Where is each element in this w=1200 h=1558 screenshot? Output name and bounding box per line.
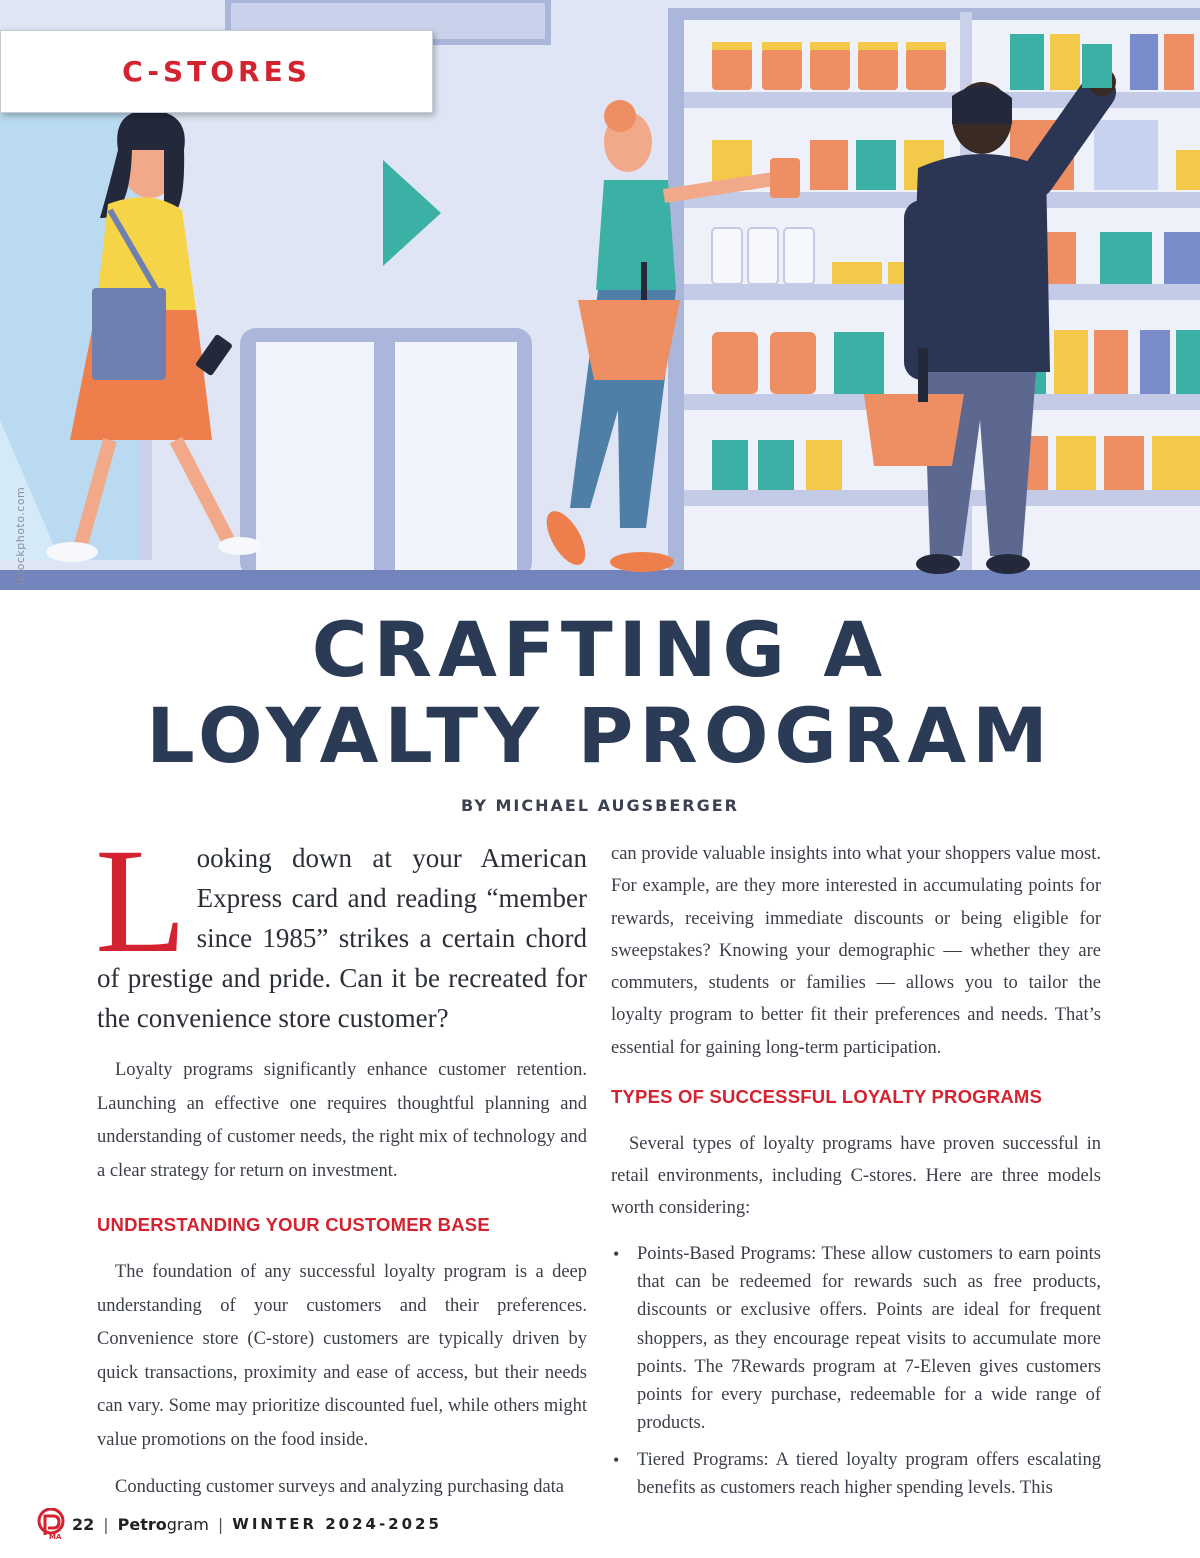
list-item: • Points-Based Programs: These allow customers to earn points that can be redeemed for rewards such as free products, discounts or exclusive offers. Points are ideal for frequent shoppers, as they encourage repeat visits to accumulate more points. The 7Rewards program at 7-Eleven gives customers points for every purchase, redeemable for a wide range of products.: [611, 1240, 1101, 1437]
program-list: [611, 1240, 1101, 1502]
list-item: • Tiered Programs: A tiered loyalty program offers escalating benefits as customers reach higher spending levels. This: [611, 1446, 1101, 1502]
program-types-paragraph: Several types of loyalty programs have proven successful in retail environments, including C-stores. Here are three models worth considering:: [611, 1134, 1101, 1219]
byline: BY MICHAEL AUGSBERGER: [461, 796, 739, 815]
surveys-paragraph: Conducting customer surveys and analyzing purchasing data: [115, 1477, 565, 1497]
footer-separator: |: [217, 1514, 224, 1534]
customer-base-paragraph: The foundation of any successful loyalty program is a deep understanding of your customers and their preferences. Convenience store (C-store) customers are typically driven by quick transactions, proximity and ease of access, but their needs can vary. Some may prioritize discounted fuel, while others might value promotions on the food inside.: [97, 1262, 587, 1450]
image-credit: istockphoto.com: [14, 486, 27, 585]
footer-separator: |: [103, 1514, 109, 1534]
headline-line-2: LOYALTY PROGRAM: [146, 691, 1054, 780]
issue-date: WINTER 2024-2025: [232, 1515, 442, 1533]
right-column: [611, 838, 1101, 1502]
insights-paragraph: can provide valuable insights into what your shoppers value most. For example, are they more interested in accumulating points for rewards, receiving immediate discounts or being eligible for sweepstakes? Knowing your demographic — whether they are commuters, students or families — allows you to tailor the loyalty program to better fit their preferences and needs. That’s essential for gaining long-term participation.: [611, 844, 1101, 1058]
article-headline: [0, 605, 1200, 780]
page-footer: [36, 1508, 442, 1540]
subhead-program-types: TYPES OF SUCCESSFUL LOYALTY PROGRAMS: [611, 1086, 1043, 1108]
section-tag: C-STORES: [0, 30, 433, 113]
left-column: [95, 818, 587, 1505]
headline-line-1: CRAFTING A: [311, 605, 889, 694]
page-number: 22: [72, 1514, 95, 1534]
intro-paragraph: Loyalty programs significantly enhance customer retention. Launching an effective one requires thoughtful planning and understanding of customer needs, the right mix of technology and a clear strategy for return on investment.: [97, 1060, 587, 1181]
publication-name: Petrogram: [117, 1514, 209, 1534]
lede-paragraph: [95, 818, 587, 1038]
petrogram-logo-icon: [36, 1508, 66, 1540]
subhead-customer-base: UNDERSTANDING YOUR CUSTOMER BASE: [97, 1214, 490, 1235]
lede-text: ooking down at your American Express card and reading “member since 1985” strikes a certain chord of prestige and pride. Can it be recreated for the convenience store customer?: [97, 843, 587, 1033]
svg-text:MA: MA: [49, 1533, 62, 1540]
drop-cap: L: [95, 818, 187, 984]
